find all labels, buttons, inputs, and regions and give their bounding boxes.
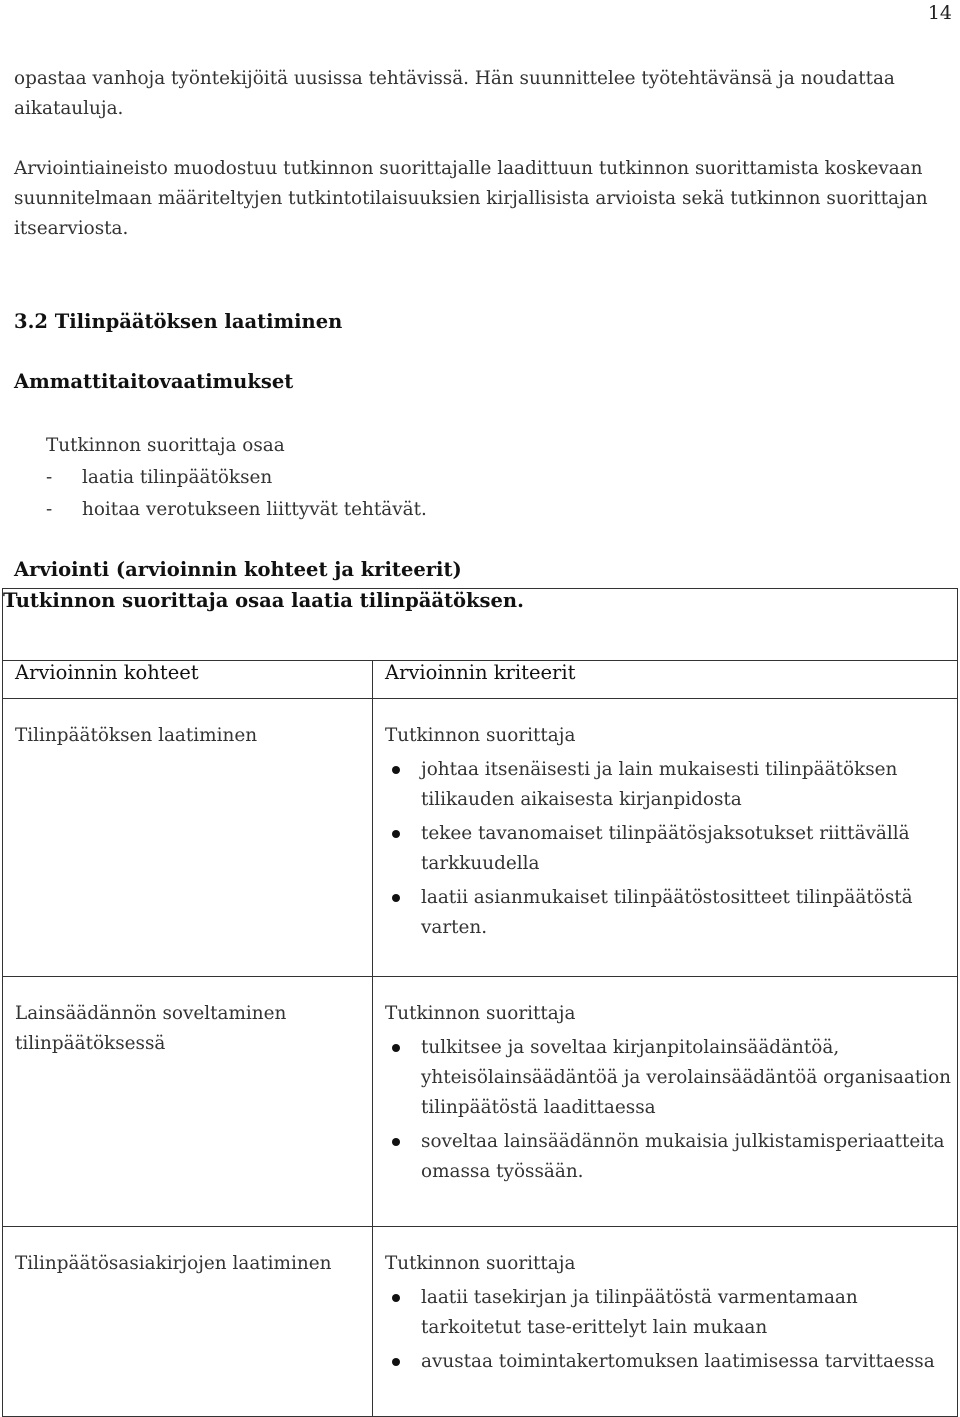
section-heading: 3.2 Tilinpäätöksen laatiminen	[14, 310, 343, 333]
paragraph-1: opastaa vanhoja työntekijöitä uusissa tehtävissä. Hän suunnittelee työtehtävänsä ja noudattaa aikatauluja.	[14, 68, 895, 119]
assessment-heading: Arviointi (arvioinnin kohteet ja kriteerit)	[14, 558, 462, 581]
criteria-cell	[373, 1227, 958, 1417]
page-number: 14	[927, 2, 952, 24]
list-item	[46, 462, 427, 494]
criteria-cell	[373, 699, 958, 977]
table-row	[3, 699, 958, 977]
criteria-bullet: soveltaa lainsäädännön mukaisia julkistamisperiaatteita omassa työssään.	[385, 1127, 957, 1187]
table-row	[3, 977, 958, 1227]
table-caption: Tutkinnon suorittaja osaa laatia tilinpäätöksen.	[3, 589, 958, 661]
skills-heading: Ammattitaitovaatimukset	[14, 370, 294, 393]
criteria-bullet: avustaa toimintakertomuksen laatimisessa tarvittaessa	[385, 1347, 957, 1377]
criteria-lead: Tutkinnon suorittaja	[385, 1253, 576, 1274]
criteria-bullet: laatii tasekirjan ja tilinpäätöstä varmentamaan tarkoitetut tase-erittelyt lain mukaan	[385, 1283, 957, 1343]
criteria-bullet: tekee tavanomaiset tilinpäätösjaksotukset riittävällä tarkkuudella	[385, 819, 957, 879]
criteria-lead: Tutkinnon suorittaja	[385, 725, 576, 746]
criteria-lead: Tutkinnon suorittaja	[385, 1003, 576, 1024]
criteria-bullet: laatii asianmukaiset tilinpäätöstositteet tilinpäätöstä varten.	[385, 883, 957, 943]
assessment-target: Tilinpäätösasiakirjojen laatiminen	[3, 1227, 373, 1417]
criteria-bullet: tulkitsee ja soveltaa kirjanpitolainsäädäntöä, yhteisölainsäädäntöä ja verolainsäädäntöä organisaation tilinpäätöstä laadittaessa	[385, 1033, 957, 1123]
criteria-bullet: johtaa itsenäisesti ja lain mukaisesti tilinpäätöksen tilikauden aikaisesta kirjanpidosta	[385, 755, 957, 815]
dash-marker: -	[46, 499, 53, 520]
list-item-text: hoitaa verotukseen liittyvät tehtävät.	[82, 499, 427, 520]
table-row	[3, 1227, 958, 1417]
assessment-table	[2, 588, 958, 1417]
column-header-criteria: Arvioinnin kriteerit	[373, 661, 958, 699]
list-item	[46, 494, 427, 526]
criteria-cell	[373, 977, 958, 1227]
dash-marker: -	[46, 467, 53, 488]
assessment-target: Lainsäädännön soveltaminen tilinpäätöksessä	[3, 977, 373, 1227]
skills-list	[46, 430, 427, 526]
paragraph-2: Arviointiaineisto muodostuu tutkinnon suorittajalle laadittuun tutkinnon suorittamista koskevaan suunnitelmaan määriteltyjen tutkintotilaisuuksien kirjallisista arvioista sekä tutkinnon suorittajan itsearviosta.	[14, 158, 928, 239]
skills-lead: Tutkinnon suorittaja osaa	[46, 435, 285, 456]
column-header-targets: Arvioinnin kohteet	[3, 661, 373, 699]
list-item-text: laatia tilinpäätöksen	[82, 467, 273, 488]
assessment-target: Tilinpäätöksen laatiminen	[3, 699, 373, 977]
